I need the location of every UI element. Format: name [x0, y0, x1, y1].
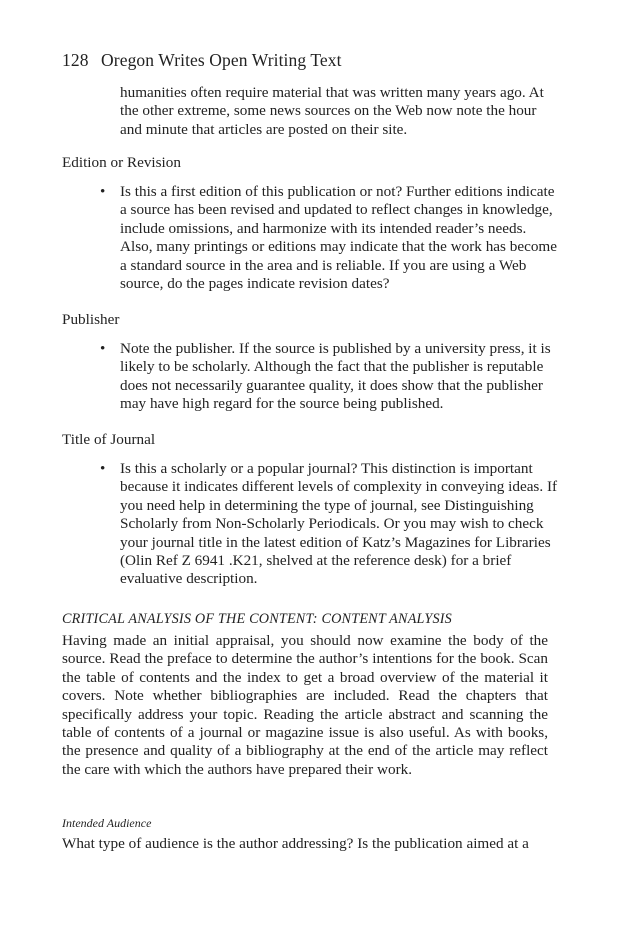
bullet-text: Note the publisher. If the source is published by a university press, it is likely to be scholarly. Although the fact that the publisher is reputable does not necessarily guarantee quality, it does show that the publisher may have high regard for the source being published.	[120, 340, 551, 413]
heading-publisher: Publisher	[62, 311, 120, 328]
bullet-icon: •	[100, 460, 106, 477]
bullet-edition-revision	[100, 183, 560, 293]
book-title: Oregon Writes Open Writing Text	[101, 50, 342, 70]
bullet-text: Is this a scholarly or a popular journal? This distinction is important because it indicates different levels of complexity in conveying ideas. If you need help in determining the type of journal, see Distinguishing Scholarly from Non-Scholarly Periodicals. Or you may wish to check your journal title in the latest edition of Katz’s Magazines for Libraries (Olin Ref Z 6941 .K21, shelved at the reference desk) for a brief evaluative description.	[120, 460, 558, 588]
bullet-publisher	[100, 340, 560, 414]
content-analysis-paragraph: Having made an initial appraisal, you should now examine the body of the source. Read the preface to determine the author’s intentions for the book. Scan the table of contents and the index to get a broad overview of the material it covers. Note whether bibliographies are included. Read the chapters that specifically address your topic. Reading the article abstract and scanning the table of contents of a journal or magazine issue is also useful. As with books, the presence and quality of a bibliography at the end of the article may reflect the care with which the authors have prepared their work.	[62, 632, 548, 778]
bullet-icon: •	[100, 340, 106, 357]
intended-audience-heading: Intended Audience	[62, 816, 152, 830]
bullet-title-of-journal	[100, 460, 560, 589]
content-analysis-heading: CRITICAL ANALYSIS OF THE CONTENT: CONTENT ANALYSIS	[62, 611, 452, 627]
intended-audience-paragraph: What type of audience is the author addressing? Is the publication aimed at a	[62, 835, 529, 852]
bullet-icon: •	[100, 183, 106, 200]
bullet-text: Is this a first edition of this publication or not? Further editions indicate a source has been revised and updated to reflect changes in knowledge, include omissions, and harmonize with its intended reader’s needs. Also, many printings or editions may indicate that the work has become a standard source in the area and is reliable. If you are using a Web source, do the pages indicate revision dates?	[120, 183, 557, 293]
heading-title-of-journal: Title of Journal	[62, 431, 156, 448]
running-header	[62, 50, 342, 71]
page-number: 128	[62, 50, 89, 70]
intro-paragraph: humanities often require material that was written many years ago. At the other extreme, some news sources on the Web now note the hour and minute that articles are posted on their site.	[120, 84, 544, 138]
heading-edition-revision: Edition or Revision	[62, 154, 181, 171]
